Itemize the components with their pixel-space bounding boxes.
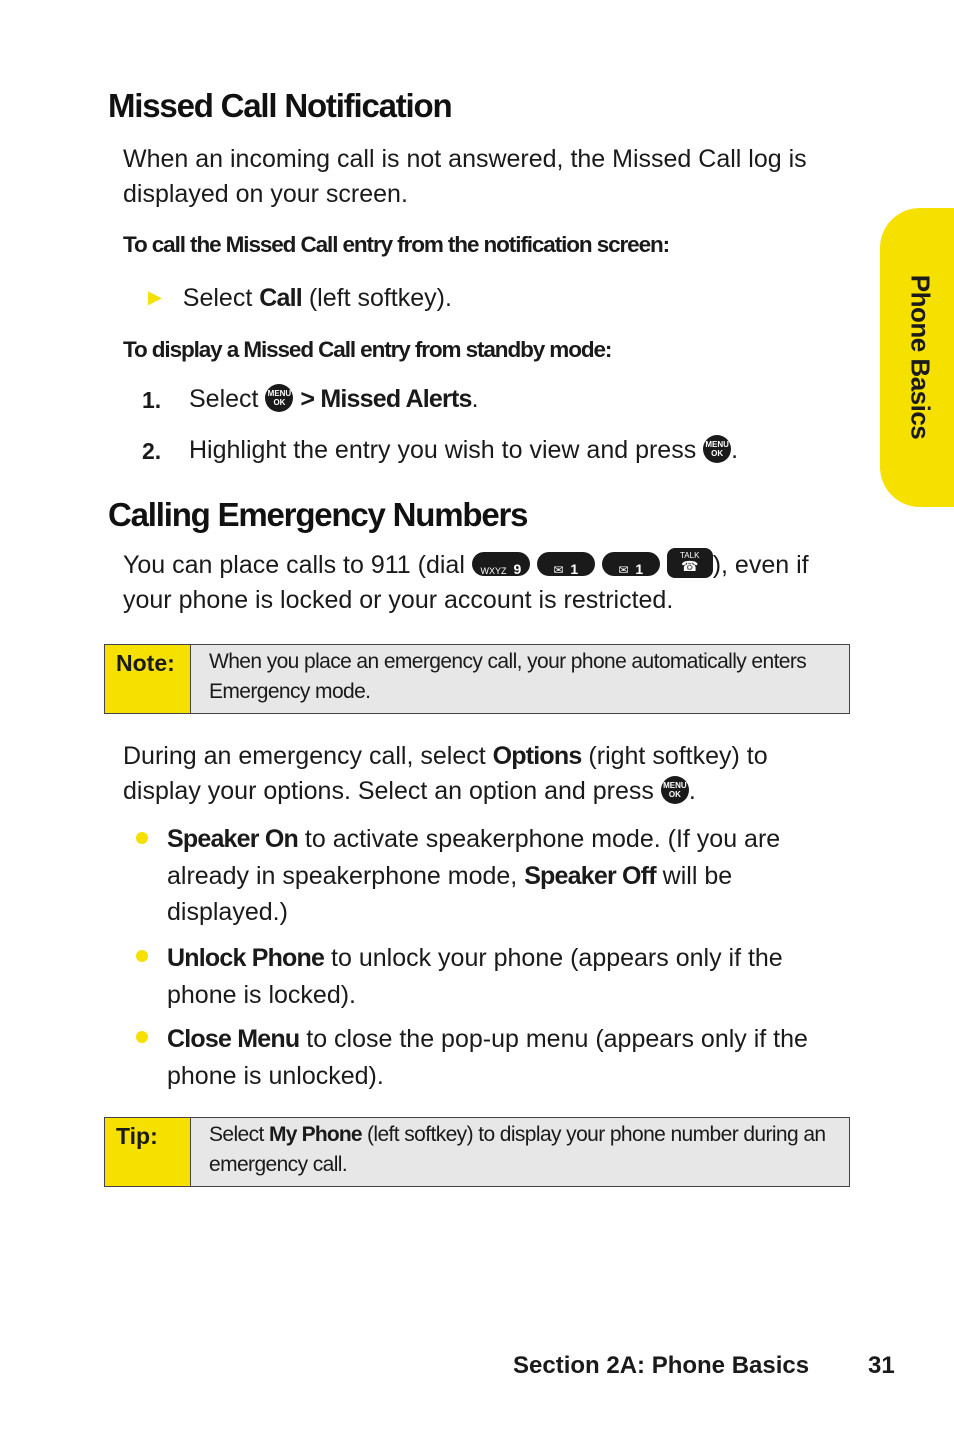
options-post: . <box>688 777 696 805</box>
step-1-post: . <box>471 385 479 413</box>
bullet-close-menu: Close Menu to close the pop-up menu (appears only if the phone is unlocked). <box>167 1025 808 1090</box>
footer-section: Section 2A: Phone Basics <box>513 1352 810 1379</box>
bullet-icon <box>136 832 148 844</box>
step-2-line <box>189 436 738 465</box>
section-title-missed-call: Missed Call Notification <box>108 87 452 124</box>
step-number-2: 2. <box>142 438 162 464</box>
emergency-intro-line1 <box>123 551 809 581</box>
step-2-post: . <box>731 436 739 464</box>
tip-label: Tip: <box>105 1118 191 1186</box>
arrow-right-icon: ▶ <box>148 287 162 307</box>
tip-box <box>104 1117 850 1187</box>
call-softkey-label: Call <box>259 284 302 312</box>
options-line1 <box>123 742 768 771</box>
speaker-on-label: Speaker On <box>167 825 298 853</box>
step-number-1: 1. <box>142 387 162 413</box>
note-box <box>104 644 850 714</box>
step-1-line <box>189 385 479 414</box>
section-title-emergency: Calling Emergency Numbers <box>108 496 528 533</box>
talk-key-icon: TALK ☎ <box>667 548 713 578</box>
my-phone-label: My Phone <box>269 1123 362 1146</box>
missed-call-intro: When an incoming call is not answered, the Missed Call log is displayed on your screen. <box>123 145 807 208</box>
note-text: When you place an emergency call, your phone automatically enters Emergency mode. <box>209 650 807 703</box>
options-mid: (right softkey) to <box>581 742 768 770</box>
options-pre: During an emergency call, select <box>123 742 493 770</box>
key-9-icon: WXYZ 9 <box>472 552 530 576</box>
step-select-call-post: (left softkey). <box>301 284 452 312</box>
step-select-call-pre: Select <box>182 284 260 312</box>
emergency-intro-line2: your phone is locked or your account is restricted. <box>123 586 674 614</box>
key-1-icon: ✉ 1 <box>537 552 595 576</box>
emergency-intro-post: ), even if <box>712 551 809 579</box>
bullet-icon <box>136 950 148 962</box>
missed-alerts-path: > Missed Alerts <box>300 385 472 413</box>
side-tab-label: Phone Basics <box>905 274 936 440</box>
note-label: Note: <box>105 645 191 713</box>
menu-ok-key-icon: MENU OK <box>265 384 293 412</box>
tip-text: Select My Phone (left softkey) to display your phone number during an emergency call. <box>209 1123 826 1176</box>
menu-ok-key-icon: MENU OK <box>703 435 731 463</box>
bullet-speaker-on: Speaker On to activate speakerphone mode. (If you are already in speakerphone mode, Speaker Off will be displayed.) <box>167 825 781 926</box>
bullet-unlock-phone: Unlock Phone to unlock your phone (appears only if the phone is locked). <box>167 944 783 1009</box>
subhead-display-from-standby: To display a Missed Call entry from standby mode: <box>123 337 612 362</box>
unlock-phone-label: Unlock Phone <box>167 944 325 972</box>
key-1-icon: ✉ 1 <box>602 552 660 576</box>
step-select-call <box>148 284 452 313</box>
bullet-icon <box>136 1031 148 1043</box>
speaker-off-label: Speaker Off <box>524 861 656 890</box>
close-menu-label: Close Menu <box>167 1025 300 1053</box>
step-1-pre: Select <box>189 385 259 413</box>
step-2-text: Highlight the entry you wish to view and press <box>189 436 697 464</box>
page-number: 31 <box>868 1352 895 1379</box>
options-softkey-label: Options <box>492 742 582 770</box>
options-line2-text: display your options. Select an option and press <box>123 777 654 805</box>
menu-ok-key-icon: MENU OK <box>661 776 689 804</box>
emergency-intro-pre: You can place calls to 911 (dial <box>123 551 465 579</box>
subhead-call-from-notification: To call the Missed Call entry from the notification screen: <box>123 232 670 257</box>
options-line2 <box>123 777 696 806</box>
chapter-side-tab <box>880 208 954 507</box>
